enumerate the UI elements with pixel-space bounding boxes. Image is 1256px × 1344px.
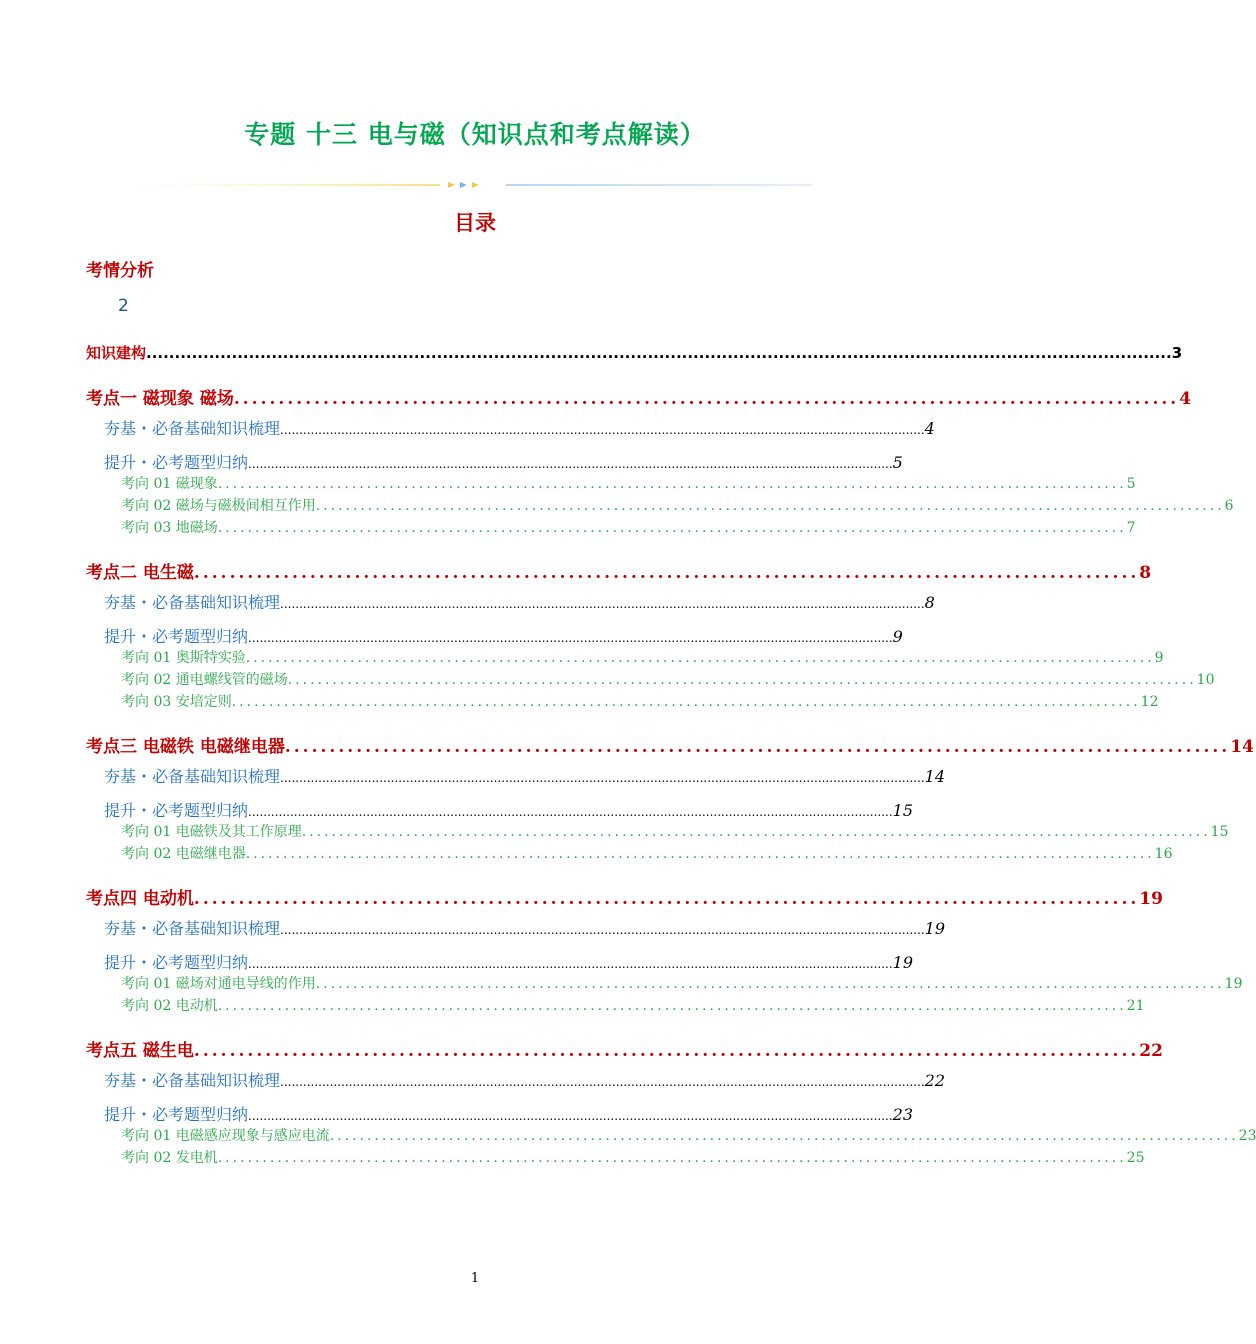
toc-sub-page: 14 bbox=[924, 767, 946, 786]
toc-leader-dots: ......................................................................................................................................................................... bbox=[248, 631, 893, 645]
toc-sub-label: 提升・必考题型归纳 bbox=[104, 627, 249, 646]
toc-topic[interactable] bbox=[121, 669, 1215, 689]
toc-section-label: 考点五 磁生电 bbox=[86, 1041, 194, 1061]
toc-leader-dots: .......................................................................................................................... bbox=[315, 976, 1225, 992]
toc-leader-dots: ......................................................................................................................................................................... bbox=[280, 771, 925, 785]
toc-topic[interactable] bbox=[121, 995, 1145, 1015]
toc-topic-label: 考向 01 磁现象 bbox=[121, 476, 218, 492]
toc-section-page: 4 bbox=[1179, 389, 1192, 409]
toc-sub-page: 8 bbox=[924, 593, 935, 612]
toc-section-label: 考点四 电动机 bbox=[86, 889, 194, 909]
toc-leader-dots: .......................................................................................................................... bbox=[245, 650, 1155, 666]
toc-leader-dots: ......................................................................................................................................................................... bbox=[248, 457, 893, 471]
toc-topic[interactable] bbox=[121, 473, 1136, 493]
toc-topic-label: 考向 02 发电机 bbox=[121, 1150, 218, 1166]
toc-section-label: 考点二 电生磁 bbox=[86, 563, 194, 583]
toc-section-1[interactable] bbox=[86, 384, 1192, 409]
toc-sub-page: 15 bbox=[892, 801, 914, 820]
toc-sub-basic[interactable] bbox=[104, 590, 935, 613]
toc-topic-label: 考向 02 磁场与磁极间相互作用 bbox=[121, 498, 316, 514]
toc-topic-page: 19 bbox=[1224, 976, 1243, 992]
toc-sub-label: 提升・必考题型归纳 bbox=[104, 453, 249, 472]
toc-section-label: 考点三 电磁铁 电磁继电器 bbox=[86, 737, 285, 757]
toc-topic[interactable] bbox=[121, 1147, 1145, 1167]
toc-topic-page: 10 bbox=[1196, 672, 1215, 688]
toc-topic-page: 21 bbox=[1126, 998, 1145, 1014]
toc-leader-dots: .......................................................................................................................... bbox=[217, 476, 1127, 492]
toc-sub-basic[interactable] bbox=[104, 916, 946, 939]
toc-sub-page: 4 bbox=[924, 419, 935, 438]
toc-leader-dots: .......................................................................................................................... bbox=[301, 824, 1211, 840]
toc-leader-dots: ......................................................................................................................................................................... bbox=[248, 805, 893, 819]
toc-sub-label: 提升・必考题型归纳 bbox=[104, 1105, 249, 1124]
toc-topic[interactable] bbox=[121, 517, 1136, 537]
toc-leader-dots: ......................................................................................................................................................................... bbox=[248, 1109, 893, 1123]
toc-topic-label: 考向 02 电磁继电器 bbox=[121, 846, 246, 862]
toc-analysis-label[interactable]: 考情分析 bbox=[86, 261, 154, 281]
toc-topic-page: 23 bbox=[1238, 1128, 1256, 1144]
toc-sub-advanced[interactable] bbox=[104, 450, 903, 473]
toc-sub-label: 夯基・必备基础知识梳理 bbox=[104, 419, 281, 438]
toc-section-4[interactable] bbox=[86, 884, 1163, 909]
toc-sub-label: 夯基・必备基础知识梳理 bbox=[104, 767, 281, 786]
toc-sub-basic[interactable] bbox=[104, 416, 935, 439]
toc-sub-page: 22 bbox=[924, 1071, 946, 1090]
toc-topic-page: 12 bbox=[1140, 694, 1159, 710]
toc-leader-dots: ......................................................................................................................................................................... bbox=[280, 597, 925, 611]
toc-leader-dots: ......................................................................................................................................................................... bbox=[248, 957, 893, 971]
toc-analysis-page: 2 bbox=[118, 296, 129, 316]
toc-sub-page: 9 bbox=[892, 627, 903, 646]
toc-leader-dots: .................................................................................................................................................................................... bbox=[146, 344, 1172, 362]
toc-leader-dots: .......................................................................................................................... bbox=[231, 694, 1141, 710]
toc-topic[interactable] bbox=[121, 1125, 1256, 1145]
toc-sub-basic[interactable] bbox=[104, 764, 946, 787]
decorative-divider bbox=[140, 178, 812, 192]
toc-entry-label: 知识建构 bbox=[86, 344, 147, 362]
toc-entry-knowledge[interactable] bbox=[86, 342, 1183, 363]
toc-leader-dots: .......................................................................................................................... bbox=[217, 998, 1127, 1014]
toc-entry-page: 3 bbox=[1171, 344, 1183, 362]
toc-heading: 目录 bbox=[454, 210, 496, 235]
toc-sub-label: 夯基・必备基础知识梳理 bbox=[104, 593, 281, 612]
footer-page-number: 1 bbox=[470, 1271, 480, 1286]
toc-topic-label: 考向 02 通电螺线管的磁场 bbox=[121, 672, 288, 688]
toc-topic-page: 9 bbox=[1154, 650, 1164, 666]
toc-leader-dots: .......................................................................................................................... bbox=[217, 1150, 1127, 1166]
toc-leader-dots: .......................................................................................................................... bbox=[287, 672, 1197, 688]
toc-leader-dots: .......................................................................................................... bbox=[193, 563, 1140, 583]
toc-section-page: 8 bbox=[1139, 563, 1152, 583]
toc-topic-page: 15 bbox=[1210, 824, 1229, 840]
toc-topic-page: 6 bbox=[1224, 498, 1234, 514]
toc-topic[interactable] bbox=[121, 843, 1173, 863]
toc-topic-page: 5 bbox=[1126, 476, 1136, 492]
toc-leader-dots: .......................................................................................................................... bbox=[245, 846, 1155, 862]
toc-sub-page: 19 bbox=[892, 953, 914, 972]
toc-topic-label: 考向 02 电动机 bbox=[121, 998, 218, 1014]
toc-topic-label: 考向 03 地磁场 bbox=[121, 520, 218, 536]
toc-topic-page: 16 bbox=[1154, 846, 1173, 862]
toc-sub-label: 提升・必考题型归纳 bbox=[104, 801, 249, 820]
toc-sub-advanced[interactable] bbox=[104, 950, 914, 973]
toc-leader-dots: .......................................................................................................................... bbox=[217, 520, 1127, 536]
toc-topic[interactable] bbox=[121, 973, 1243, 993]
toc-leader-dots: .......................................................................................................................... bbox=[315, 498, 1225, 514]
toc-topic[interactable] bbox=[121, 691, 1159, 711]
toc-section-label: 考点一 磁现象 磁场 bbox=[86, 389, 234, 409]
toc-sub-advanced[interactable] bbox=[104, 1102, 914, 1125]
toc-leader-dots: .......................................................................................................... bbox=[193, 889, 1140, 909]
toc-sub-advanced[interactable] bbox=[104, 798, 914, 821]
toc-leader-dots: ......................................................................................................................................................................... bbox=[280, 923, 925, 937]
toc-sub-advanced[interactable] bbox=[104, 624, 903, 647]
toc-leader-dots: ......................................................................................................................................................................... bbox=[280, 1075, 925, 1089]
toc-topic-label: 考向 03 安培定则 bbox=[121, 694, 232, 710]
toc-sub-label: 夯基・必备基础知识梳理 bbox=[104, 1071, 281, 1090]
toc-section-page: 14 bbox=[1230, 737, 1254, 757]
toc-sub-basic[interactable] bbox=[104, 1068, 946, 1091]
toc-topic-label: 考向 01 奥斯特实验 bbox=[121, 650, 246, 666]
toc-topic-label: 考向 01 电磁感应现象与感应电流 bbox=[121, 1128, 330, 1144]
toc-sub-label: 夯基・必备基础知识梳理 bbox=[104, 919, 281, 938]
toc-leader-dots: ......................................................................................................................................................................... bbox=[280, 423, 925, 437]
toc-sub-page: 19 bbox=[924, 919, 946, 938]
document-title: 专题 十三 电与磁（知识点和考点解读） bbox=[244, 120, 706, 149]
toc-topic[interactable] bbox=[121, 647, 1164, 667]
toc-sub-page: 23 bbox=[892, 1105, 914, 1124]
toc-topic-page: 7 bbox=[1126, 520, 1136, 536]
toc-section-page: 22 bbox=[1139, 1041, 1163, 1061]
toc-topic-label: 考向 01 磁场对通电导线的作用 bbox=[121, 976, 316, 992]
toc-topic-page: 25 bbox=[1126, 1150, 1145, 1166]
toc-sub-page: 5 bbox=[892, 453, 903, 472]
toc-section-3[interactable] bbox=[86, 732, 1254, 757]
toc-section-page: 19 bbox=[1139, 889, 1163, 909]
toc-sub-label: 提升・必考题型归纳 bbox=[104, 953, 249, 972]
toc-leader-dots: .......................................................................................................................... bbox=[329, 1128, 1239, 1144]
toc-leader-dots: .......................................................................................................... bbox=[233, 389, 1180, 409]
toc-section-5[interactable] bbox=[86, 1036, 1163, 1061]
toc-leader-dots: .......................................................................................................... bbox=[193, 1041, 1140, 1061]
toc-topic-label: 考向 01 电磁铁及其工作原理 bbox=[121, 824, 302, 840]
toc-section-2[interactable] bbox=[86, 558, 1152, 583]
toc-topic[interactable] bbox=[121, 495, 1234, 515]
toc-leader-dots: .......................................................................................................... bbox=[284, 737, 1231, 757]
toc-topic[interactable] bbox=[121, 821, 1229, 841]
